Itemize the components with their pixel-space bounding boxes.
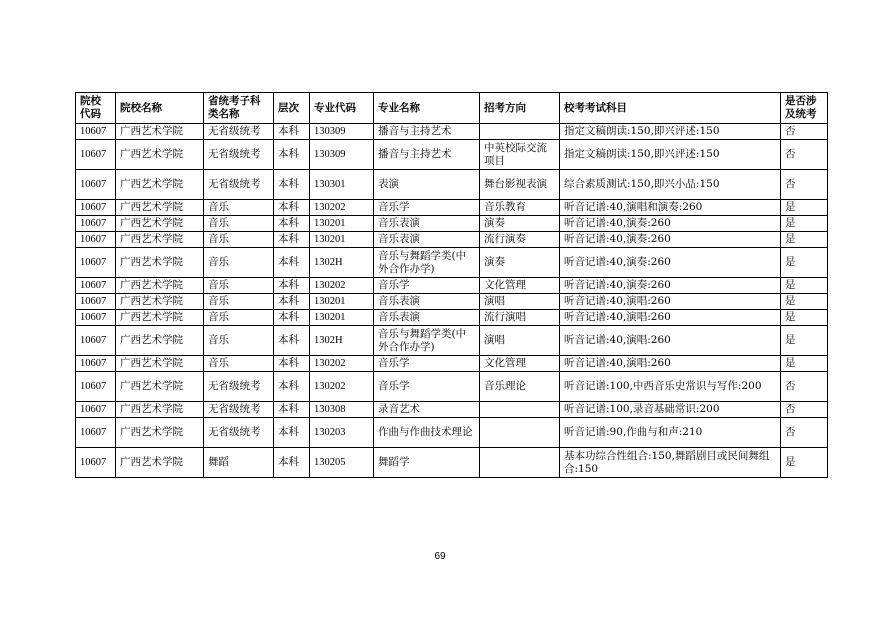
major-code-cell: 130309 [310,140,374,170]
school-name-cell: 广西艺术学院 [116,216,204,232]
exam-subjects-cell: 听音记谱:90,作曲与和声:210 [560,418,781,448]
subject-category-cell: 音乐 [204,278,274,294]
school-name-cell: 广西艺术学院 [116,232,204,248]
table-row [76,140,828,170]
table-row [76,448,828,478]
school-name-cell: 广西艺术学院 [116,448,204,478]
exam-subjects-cell: 听音记谱:100,中西音乐史常识与写作:200 [560,372,781,402]
subject-category-cell: 音乐 [204,356,274,372]
unified-exam-cell: 是 [781,310,828,326]
subject-category-cell: 无省级统考 [204,124,274,140]
unified-exam-cell: 否 [781,170,828,200]
major-name-cell: 音乐学 [374,278,480,294]
unified-exam-cell: 是 [781,356,828,372]
exam-subjects-cell: 听音记谱:100,录音基础常识:200 [560,402,781,418]
major-name-cell: 音乐与舞蹈学类(中外合作办学) [374,248,480,278]
exam-subjects-cell: 基本功综合性组合:150,舞蹈剧目或民间舞组合:150 [560,448,781,478]
level-cell: 本科 [274,216,310,232]
school-code-cell: 10607 [76,372,116,402]
school-code-cell: 10607 [76,294,116,310]
unified-exam-cell: 否 [781,372,828,402]
admissions-table [75,92,828,478]
school-code-cell: 10607 [76,402,116,418]
table-row [76,200,828,216]
major-name-cell: 音乐表演 [374,294,480,310]
level-cell: 本科 [274,402,310,418]
major-name-cell: 音乐学 [374,372,480,402]
direction-cell [480,418,560,448]
exam-subjects-cell: 听音记谱:40,演唱:260 [560,356,781,372]
school-code-cell: 10607 [76,448,116,478]
subject-category-cell: 无省级统考 [204,402,274,418]
table-row [76,248,828,278]
direction-cell: 舞台影视表演 [480,170,560,200]
exam-subjects-cell: 指定文稿朗读:150,即兴评述:150 [560,124,781,140]
school-name-cell: 广西艺术学院 [116,200,204,216]
school-code-cell: 10607 [76,124,116,140]
table-row [76,232,828,248]
major-code-cell: 130201 [310,232,374,248]
major-code-cell: 130201 [310,310,374,326]
header-level: 层次 [274,93,310,124]
school-name-cell: 广西艺术学院 [116,356,204,372]
level-cell: 本科 [274,140,310,170]
major-name-cell: 音乐学 [374,200,480,216]
major-name-cell: 播音与主持艺术 [374,124,480,140]
direction-cell: 文化管理 [480,356,560,372]
direction-cell [480,402,560,418]
subject-category-cell: 音乐 [204,294,274,310]
header-major-code: 专业代码 [310,93,374,124]
exam-subjects-cell: 听音记谱:40,演奏:260 [560,232,781,248]
major-name-cell: 音乐与舞蹈学类(中外合作办学) [374,326,480,356]
subject-category-cell: 无省级统考 [204,372,274,402]
major-code-cell: 130201 [310,216,374,232]
major-code-cell: 130202 [310,356,374,372]
school-name-cell: 广西艺术学院 [116,140,204,170]
table-row [76,170,828,200]
school-name-cell: 广西艺术学院 [116,170,204,200]
direction-cell [480,124,560,140]
table-row [76,124,828,140]
major-code-cell: 130202 [310,372,374,402]
direction-cell: 演奏 [480,248,560,278]
major-name-cell: 音乐表演 [374,310,480,326]
header-school-code: 院校代码 [76,93,116,124]
header-subject-category: 省统考子科类名称 [204,93,274,124]
major-name-cell: 音乐学 [374,356,480,372]
unified-exam-cell: 是 [781,294,828,310]
school-code-cell: 10607 [76,140,116,170]
header-direction: 招考方向 [480,93,560,124]
level-cell: 本科 [274,356,310,372]
major-code-cell: 130309 [310,124,374,140]
major-code-cell: 1302H [310,326,374,356]
subject-category-cell: 音乐 [204,232,274,248]
major-name-cell: 作曲与作曲技术理论 [374,418,480,448]
level-cell: 本科 [274,248,310,278]
header-unified-exam: 是否涉及统考 [781,93,828,124]
major-name-cell: 播音与主持艺术 [374,140,480,170]
unified-exam-cell: 是 [781,326,828,356]
direction-cell: 流行演奏 [480,232,560,248]
major-code-cell: 130301 [310,170,374,200]
school-code-cell: 10607 [76,326,116,356]
school-code-cell: 10607 [76,310,116,326]
exam-subjects-cell: 听音记谱:40,演唱和演奏:260 [560,200,781,216]
school-name-cell: 广西艺术学院 [116,326,204,356]
level-cell: 本科 [274,372,310,402]
unified-exam-cell: 否 [781,124,828,140]
school-name-cell: 广西艺术学院 [116,372,204,402]
major-name-cell: 音乐表演 [374,232,480,248]
unified-exam-cell: 否 [781,140,828,170]
direction-cell: 中英校际交流项目 [480,140,560,170]
major-name-cell: 音乐表演 [374,216,480,232]
subject-category-cell: 舞蹈 [204,448,274,478]
subject-category-cell: 音乐 [204,248,274,278]
major-name-cell: 舞蹈学 [374,448,480,478]
school-code-cell: 10607 [76,216,116,232]
unified-exam-cell: 是 [781,232,828,248]
level-cell: 本科 [274,170,310,200]
subject-category-cell: 无省级统考 [204,418,274,448]
table-row [76,294,828,310]
direction-cell: 流行演唱 [480,310,560,326]
school-name-cell: 广西艺术学院 [116,310,204,326]
page-number: 69 [434,551,446,562]
school-code-cell: 10607 [76,418,116,448]
table-row [76,356,828,372]
table-row [76,418,828,448]
exam-subjects-cell: 综合素质测试:150,即兴小品:150 [560,170,781,200]
major-code-cell: 130202 [310,200,374,216]
school-name-cell: 广西艺术学院 [116,402,204,418]
table-row [76,216,828,232]
school-code-cell: 10607 [76,170,116,200]
header-school-name: 院校名称 [116,93,204,124]
exam-subjects-cell: 听音记谱:40,演奏:260 [560,248,781,278]
unified-exam-cell: 是 [781,248,828,278]
level-cell: 本科 [274,418,310,448]
header-exam-subjects: 校考考试科目 [560,93,781,124]
subject-category-cell: 无省级统考 [204,140,274,170]
major-code-cell: 1302H [310,248,374,278]
subject-category-cell: 音乐 [204,216,274,232]
unified-exam-cell: 否 [781,402,828,418]
unified-exam-cell: 是 [781,278,828,294]
unified-exam-cell: 是 [781,216,828,232]
header-major-name: 专业名称 [374,93,480,124]
level-cell: 本科 [274,310,310,326]
level-cell: 本科 [274,124,310,140]
table-row [76,402,828,418]
school-code-cell: 10607 [76,232,116,248]
school-name-cell: 广西艺术学院 [116,294,204,310]
subject-category-cell: 音乐 [204,200,274,216]
table-row [76,310,828,326]
major-code-cell: 130203 [310,418,374,448]
exam-subjects-cell: 听音记谱:40,演奏:260 [560,278,781,294]
direction-cell: 音乐教育 [480,200,560,216]
exam-subjects-cell: 听音记谱:40,演唱:260 [560,310,781,326]
major-code-cell: 130202 [310,278,374,294]
unified-exam-cell: 是 [781,200,828,216]
direction-cell: 音乐理论 [480,372,560,402]
table-body [76,124,828,478]
unified-exam-cell: 否 [781,418,828,448]
direction-cell: 文化管理 [480,278,560,294]
major-code-cell: 130308 [310,402,374,418]
school-name-cell: 广西艺术学院 [116,248,204,278]
exam-subjects-cell: 听音记谱:40,演唱:260 [560,326,781,356]
major-name-cell: 录音艺术 [374,402,480,418]
school-code-cell: 10607 [76,356,116,372]
table-row [76,278,828,294]
exam-subjects-cell: 听音记谱:40,演唱:260 [560,294,781,310]
subject-category-cell: 音乐 [204,310,274,326]
exam-subjects-cell: 听音记谱:40,演奏:260 [560,216,781,232]
major-code-cell: 130205 [310,448,374,478]
school-name-cell: 广西艺术学院 [116,124,204,140]
school-name-cell: 广西艺术学院 [116,418,204,448]
direction-cell: 演唱 [480,326,560,356]
direction-cell: 演唱 [480,294,560,310]
major-name-cell: 表演 [374,170,480,200]
table-row [76,372,828,402]
major-code-cell: 130201 [310,294,374,310]
subject-category-cell: 无省级统考 [204,170,274,200]
level-cell: 本科 [274,232,310,248]
level-cell: 本科 [274,200,310,216]
level-cell: 本科 [274,326,310,356]
subject-category-cell: 音乐 [204,326,274,356]
direction-cell [480,448,560,478]
school-code-cell: 10607 [76,200,116,216]
level-cell: 本科 [274,278,310,294]
school-code-cell: 10607 [76,248,116,278]
table-row [76,326,828,356]
school-code-cell: 10607 [76,278,116,294]
table-header-row [76,93,828,124]
level-cell: 本科 [274,448,310,478]
level-cell: 本科 [274,294,310,310]
unified-exam-cell: 是 [781,448,828,478]
school-name-cell: 广西艺术学院 [116,278,204,294]
exam-subjects-cell: 指定文稿朗读:150,即兴评述:150 [560,140,781,170]
direction-cell: 演奏 [480,216,560,232]
